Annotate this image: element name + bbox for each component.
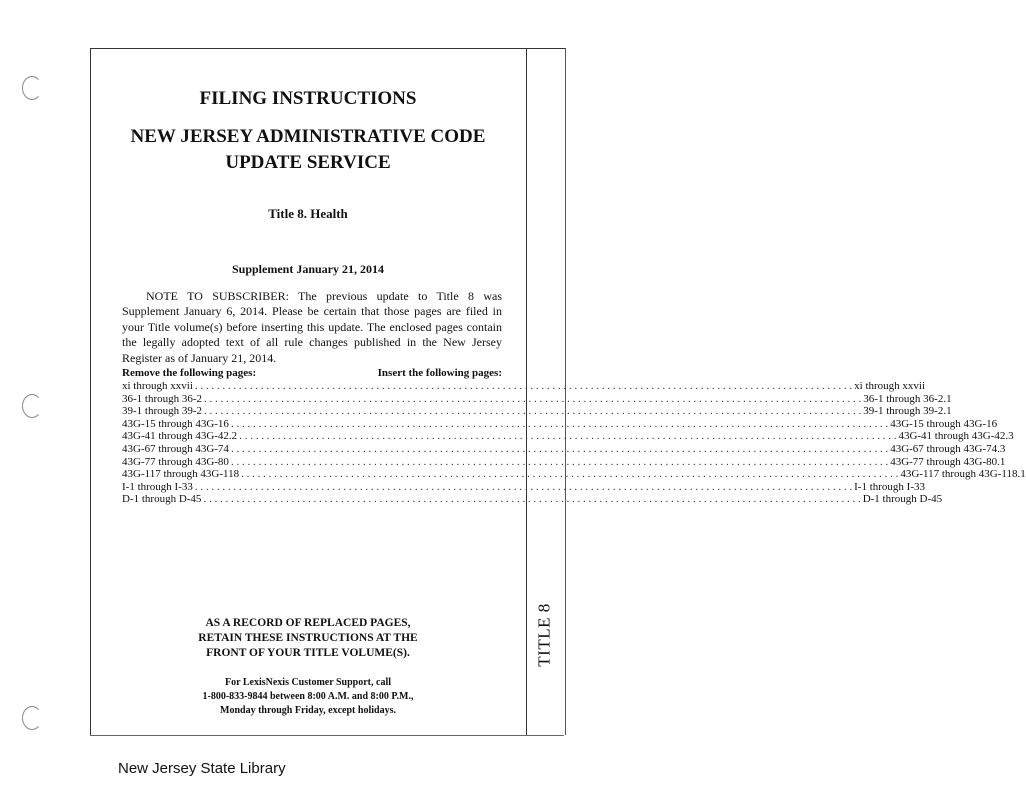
table-row <box>122 405 952 418</box>
remove-pages: 43G-67 through 43G-74 <box>122 442 229 455</box>
table-row <box>122 493 943 506</box>
remove-pages: 43G-77 through 43G-80 <box>122 455 229 468</box>
support-line1: For LexisNexis Customer Support, call <box>224 677 391 688</box>
record-line2: RETAIN THESE INSTRUCTIONS AT THE <box>198 632 418 644</box>
code-title-line1: NEW JERSEY ADMINISTRATIVE CODE <box>130 126 486 147</box>
subscriber-note: NOTE TO SUBSCRIBER: The previous update to Title 8 was Supplement January 6, 2014. Please be certain that those pages are filed in your Title volume(s) before inserting this update. The enclosed pages contain the legally adopted text of all rule changes published in the New Jersey Register as of January 21, 2014. <box>122 289 502 365</box>
table-row <box>122 455 1006 469</box>
support-line3: Monday through Friday, except holidays. <box>220 705 396 716</box>
footer-rule <box>90 735 564 736</box>
customer-support <box>90 676 526 718</box>
code-title-line2: UPDATE SERVICE <box>225 152 391 173</box>
dot-leader: . . . . . . . . . . . . . . . . . . . . . . . . . . . . . . . . . . . . . . . . . . . . . . . . . . . . . . . . . . . . . . . . . . . . . . . . . . . . . . . . . . . . . . . . . . . . . . . . . . . . . . . . . . . . . . . . . . . . . . . . <box>230 417 889 430</box>
insert-pages: 43G-15 through 43G-16 <box>890 417 998 430</box>
dot-leader: . . . . . . . . . . . . . . . . . . . . . . . . . . . . . . . . . . . . . . . . . . . . . . . . . . . . . . . . . . . . . . . . . . . . . . . . . . . . . . . . . . . . . . . . . . . . . . . . . . . . . . . . . . . . . . . . . . . . . . . . <box>194 480 853 493</box>
remove-pages: xi through xxvii <box>122 380 193 392</box>
spine-text: TITLE 8 <box>535 603 555 667</box>
record-line3: FRONT OF YOUR TITLE VOLUME(S). <box>206 647 410 659</box>
table-row <box>122 392 952 406</box>
dot-leader: . . . . . . . . . . . . . . . . . . . . . . . . . . . . . . . . . . . . . . . . . . . . . . . . . . . . . . . . . . . . . . . . . . . . . . . . . . . . . . . . . . . . . . . . . . . . . . . . . . . . . . . . . . . . . . . . . . . . . . . . <box>241 468 899 481</box>
dot-leader: . . . . . . . . . . . . . . . . . . . . . . . . . . . . . . . . . . . . . . . . . . . . . . . . . . . . . . . . . . . . . . . . . . . . . . . . . . . . . . . . . . . . . . . . . . . . . . . . . . . . . . . . . . . . . . . . . . . . . . . . <box>204 392 862 405</box>
insert-pages: 36-1 through 36-2.1 <box>863 392 952 405</box>
remove-pages: I-1 through I-33 <box>122 480 193 493</box>
insert-pages: 39-1 through 39-2.1 <box>863 405 952 418</box>
spine-label <box>526 585 564 685</box>
binder-hole-bottom <box>22 706 42 730</box>
table-row <box>122 480 925 494</box>
table-header <box>122 367 502 380</box>
table-row <box>122 380 926 393</box>
support-line2: 1-800-833-9844 between 8:00 A.M. and 8:00 P.M., <box>202 691 414 702</box>
insert-pages: 43G-67 through 43G-74.3 <box>890 442 1006 455</box>
remove-pages: D-1 through D-45 <box>122 493 202 506</box>
insert-header: Insert the following pages: <box>377 367 502 379</box>
library-stamp: New Jersey State Library <box>118 760 286 777</box>
remove-pages: 43G-15 through 43G-16 <box>122 417 229 430</box>
remove-header: Remove the following pages: <box>122 367 257 379</box>
binder-hole-top <box>22 76 42 100</box>
supplement-date: Supplement January 21, 2014 <box>231 262 385 276</box>
dot-leader: . . . . . . . . . . . . . . . . . . . . . . . . . . . . . . . . . . . . . . . . . . . . . . . . . . . . . . . . . . . . . . . . . . . . . . . . . . . . . . . . . . . . . . . . . . . . . . . . . . . . . . . . . . . . . . . . . . . . . . . . <box>204 405 862 418</box>
table-row <box>122 468 1026 481</box>
insert-pages: 43G-77 through 43G-80.1 <box>890 455 1006 468</box>
insert-pages: 43G-41 through 43G-42.3 <box>898 430 1014 443</box>
code-title <box>90 124 526 176</box>
filing-title: FILING INSTRUCTIONS <box>199 88 417 109</box>
dot-leader: . . . . . . . . . . . . . . . . . . . . . . . . . . . . . . . . . . . . . . . . . . . . . . . . . . . . . . . . . . . . . . . . . . . . . . . . . . . . . . . . . . . . . . . . . . . . . . . . . . . . . . . . . . . . . . . . . . . . . . . . <box>194 380 853 392</box>
remove-pages: 36-1 through 36-2 <box>122 392 203 405</box>
table-row <box>122 442 1006 456</box>
table-row <box>122 417 998 431</box>
insert-pages: xi through xxvii <box>854 380 926 392</box>
remove-pages: 43G-41 through 43G-42.2 <box>122 430 238 443</box>
page-replacement-table <box>122 367 1026 506</box>
record-notice <box>90 616 526 661</box>
record-line1: AS A RECORD OF REPLACED PAGES, <box>205 617 411 629</box>
remove-pages: 39-1 through 39-2 <box>122 405 203 418</box>
insert-pages: I-1 through I-33 <box>854 480 925 493</box>
insert-pages: D-1 through D-45 <box>862 493 943 506</box>
remove-pages: 43G-117 through 43G-118 <box>122 468 240 481</box>
table-row <box>122 430 1014 443</box>
dot-leader: . . . . . . . . . . . . . . . . . . . . . . . . . . . . . . . . . . . . . . . . . . . . . . . . . . . . . . . . . . . . . . . . . . . . . . . . . . . . . . . . . . . . . . . . . . . . . . . . . . . . . . . . . . . . . . . . . . . . . . . . <box>203 493 861 506</box>
subject-title: Title 8. Health <box>268 206 348 221</box>
binder-hole-middle <box>22 394 42 418</box>
dot-leader: . . . . . . . . . . . . . . . . . . . . . . . . . . . . . . . . . . . . . . . . . . . . . . . . . . . . . . . . . . . . . . . . . . . . . . . . . . . . . . . . . . . . . . . . . . . . . . . . . . . . . . . . . . . . . . . . . . . . . . . . <box>230 455 889 468</box>
insert-pages: 43G-117 through 43G-118.1 <box>900 468 1026 481</box>
dot-leader: . . . . . . . . . . . . . . . . . . . . . . . . . . . . . . . . . . . . . . . . . . . . . . . . . . . . . . . . . . . . . . . . . . . . . . . . . . . . . . . . . . . . . . . . . . . . . . . . . . . . . . . . . . . . . . . . . . . . . . . . <box>230 442 889 455</box>
dot-leader: . . . . . . . . . . . . . . . . . . . . . . . . . . . . . . . . . . . . . . . . . . . . . . . . . . . . . . . . . . . . . . . . . . . . . . . . . . . . . . . . . . . . . . . . . . . . . . . . . . . . . . . . . . . . . . . . . . . . . . . . <box>239 430 897 443</box>
table-rows <box>122 380 1026 506</box>
